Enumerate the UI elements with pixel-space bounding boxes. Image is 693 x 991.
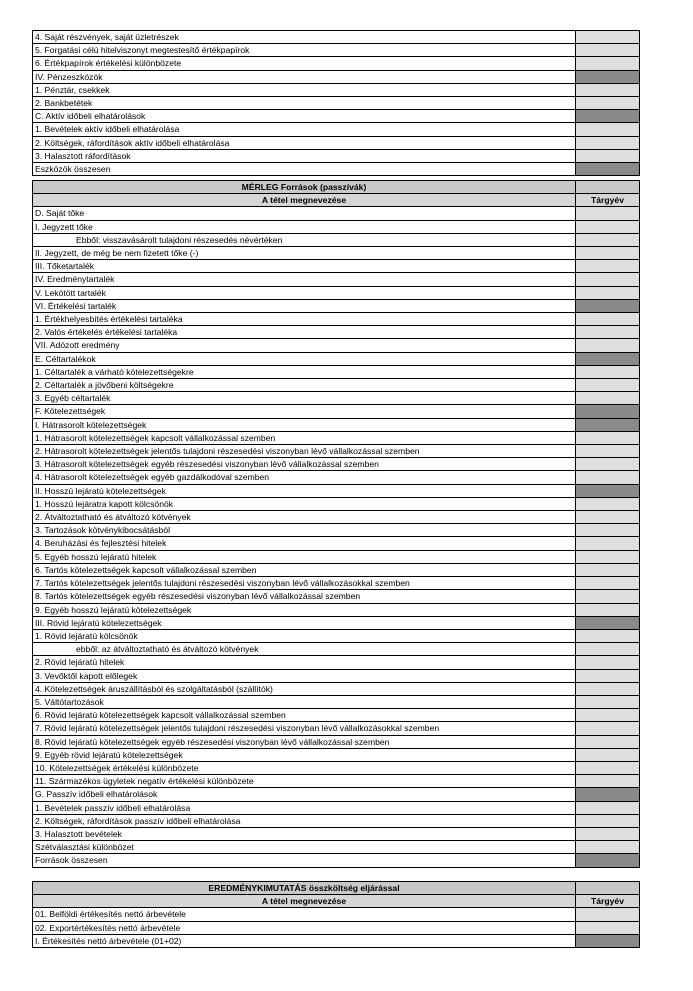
row-value-cell[interactable] [576, 921, 640, 934]
income-title-blank [576, 882, 640, 895]
table-row [33, 57, 640, 70]
row-value-cell[interactable] [576, 299, 640, 312]
row-value-cell[interactable] [576, 123, 640, 136]
table-row [33, 379, 640, 392]
row-label: 6. Értékpapírok értékelési különbözete [33, 57, 576, 70]
row-value-cell[interactable] [576, 260, 640, 273]
row-value-cell[interactable] [576, 458, 640, 471]
row-label: 4. Hátrasorolt kötelezettségek egyéb gazdálkodóval szemben [33, 471, 576, 484]
row-label: G. Passzív időbeli elhatárolások [33, 788, 576, 801]
row-value-cell[interactable] [576, 57, 640, 70]
row-label: Ebből: visszavásárolt tulajdoni részesedés névértéken [33, 233, 576, 246]
row-label: ebből: az átváltoztatható és átváltozó kötvények [33, 643, 576, 656]
row-label: 1. Bevételek passzív időbeli elhatárolása [33, 801, 576, 814]
row-label: 5. Váltótartozások [33, 695, 576, 708]
table-row [33, 149, 640, 162]
row-value-cell[interactable] [576, 110, 640, 123]
row-label: 1. Hosszú lejáratra kapott kölcsönök [33, 497, 576, 510]
liabilities-title: MÉRLEG Források (passzívák) [33, 181, 576, 194]
row-label: 7. Tartós kötelezettségek jelentős tulajdoni részesedési viszonyban lévő vállalkozásokkal szemben [33, 577, 576, 590]
table-row [33, 339, 640, 352]
table-row [33, 788, 640, 801]
row-value-cell[interactable] [576, 511, 640, 524]
table-row [33, 563, 640, 576]
liabilities-title-blank [576, 181, 640, 194]
row-label: 4. Kötelezettségek áruszállításból és szolgáltatásból (szállítók) [33, 682, 576, 695]
row-label: III. Rövid lejáratú kötelezettségek [33, 616, 576, 629]
table-row [33, 748, 640, 761]
row-value-cell[interactable] [576, 163, 640, 176]
table-row [33, 163, 640, 176]
row-label: 6. Rövid lejáratú kötelezettségek kapcsolt vállalkozással szemben [33, 709, 576, 722]
row-label: 5. Egyéb hosszú lejáratú hitelek [33, 550, 576, 563]
table-row [33, 537, 640, 550]
row-label: 3. Tartozások kötvénykibocsátásból [33, 524, 576, 537]
table-row [33, 643, 640, 656]
row-label: V. Lekötött tartalék [33, 286, 576, 299]
row-label: F. Kötelezettségek [33, 405, 576, 418]
row-value-cell[interactable] [576, 44, 640, 57]
row-label: 6. Tartós kötelezettségek kapcsolt vállalkozással szemben [33, 563, 576, 576]
table-row [33, 814, 640, 827]
row-label: 2. Valós értékelés értékelési tartaléka [33, 326, 576, 339]
table-row [33, 524, 640, 537]
table-row [33, 431, 640, 444]
row-value-cell[interactable] [576, 854, 640, 867]
income-title-row [33, 882, 640, 895]
table-row [33, 735, 640, 748]
row-value-cell[interactable] [576, 695, 640, 708]
row-value-cell[interactable] [576, 326, 640, 339]
table-row [33, 273, 640, 286]
row-value-cell[interactable] [576, 379, 640, 392]
table-row [33, 97, 640, 110]
assets-continuation-table [32, 30, 640, 176]
table-row [33, 656, 640, 669]
row-label: VII. Adózott eredmény [33, 339, 576, 352]
row-label: 9. Egyéb rövid lejáratú kötelezettségek [33, 748, 576, 761]
row-value-cell[interactable] [576, 814, 640, 827]
row-label: 10. Kötelezettségek értékelési különbözete [33, 761, 576, 774]
row-label: 8. Tartós kötelezettségek egyéb részesedési viszonyban lévő vállalkozással szemben [33, 590, 576, 603]
table-row [33, 577, 640, 590]
row-label: 2. Bankbetétek [33, 97, 576, 110]
row-value-cell[interactable] [576, 273, 640, 286]
table-row [33, 83, 640, 96]
row-label: 2. Költségek, ráfordítások passzív időbeli elhatárolása [33, 814, 576, 827]
table-row [33, 392, 640, 405]
row-label: 8. Rövid lejáratú kötelezettségek egyéb részesedési viszonyban lévő vállalkozással szemben [33, 735, 576, 748]
row-label: 1. Céltartalék a várható kötelezettségekre [33, 365, 576, 378]
row-value-cell[interactable] [576, 31, 640, 44]
row-value-cell[interactable] [576, 220, 640, 233]
row-value-cell[interactable] [576, 603, 640, 616]
table-row [33, 352, 640, 365]
table-row [33, 854, 640, 867]
row-value-cell[interactable] [576, 497, 640, 510]
row-value-cell[interactable] [576, 735, 640, 748]
row-label: 1. Értékhelyesbítés értékelési tartaléka [33, 313, 576, 326]
row-label: 2. Hátrasorolt kötelezettségek jelentős tulajdoni részesedési viszonyban lévő vállalkozással szemben [33, 445, 576, 458]
table-row [33, 775, 640, 788]
row-label: VI. Értékelési tartalék [33, 299, 576, 312]
row-value-cell[interactable] [576, 352, 640, 365]
table-row [33, 418, 640, 431]
row-value-cell[interactable] [576, 537, 640, 550]
table-row [33, 220, 640, 233]
row-label: Szétválasztási különbözet [33, 841, 576, 854]
row-value-cell[interactable] [576, 97, 640, 110]
row-value-cell[interactable] [576, 83, 640, 96]
row-value-cell[interactable] [576, 313, 640, 326]
row-value-cell[interactable] [576, 656, 640, 669]
liabilities-table [32, 180, 640, 868]
row-value-cell[interactable] [576, 590, 640, 603]
table-row [33, 722, 640, 735]
table-row [33, 934, 640, 947]
column-header-item: A tétel megnevezése [33, 895, 576, 908]
row-label: IV. Pénzeszközök [33, 70, 576, 83]
table-row [33, 260, 640, 273]
row-value-cell[interactable] [576, 827, 640, 840]
row-value-cell[interactable] [576, 431, 640, 444]
row-label: 3. Egyéb céltartalék [33, 392, 576, 405]
table-row [33, 682, 640, 695]
row-label: 2. Költségek, ráfordítások aktív időbeli elhatárolása [33, 136, 576, 149]
row-value-cell[interactable] [576, 471, 640, 484]
row-label: II. Hosszú lejáratú kötelezettségek [33, 484, 576, 497]
table-row [33, 70, 640, 83]
table-row [33, 921, 640, 934]
row-value-cell[interactable] [576, 286, 640, 299]
row-label: E. Céltartalékok [33, 352, 576, 365]
row-value-cell[interactable] [576, 207, 640, 220]
table-row [33, 313, 640, 326]
row-value-cell[interactable] [576, 748, 640, 761]
row-value-cell[interactable] [576, 616, 640, 629]
table-row [33, 695, 640, 708]
row-value-cell[interactable] [576, 788, 640, 801]
row-value-cell[interactable] [576, 563, 640, 576]
row-value-cell[interactable] [576, 761, 640, 774]
column-header-item: A tétel megnevezése [33, 194, 576, 207]
row-label: 2. Céltartalék a jövőbeni költségekre [33, 379, 576, 392]
row-label: 1. Hátrasorolt kötelezettségek kapcsolt vállalkozással szemben [33, 431, 576, 444]
row-label: 1. Rövid lejáratú kölcsönök [33, 629, 576, 642]
row-label: Források összesen [33, 854, 576, 867]
table-row [33, 908, 640, 921]
row-value-cell[interactable] [576, 775, 640, 788]
row-label: 9. Egyéb hosszú lejáratú kötelezettségek [33, 603, 576, 616]
row-value-cell[interactable] [576, 484, 640, 497]
income-column-header-row [33, 895, 640, 908]
liabilities-title-row [33, 181, 640, 194]
table-row [33, 365, 640, 378]
row-label: 3. Halasztott ráfordítások [33, 149, 576, 162]
table-row [33, 326, 640, 339]
row-label: 3. Hátrasorolt kötelezettségek egyéb részesedési viszonyban lévő vállalkozással szemben [33, 458, 576, 471]
row-value-cell[interactable] [576, 445, 640, 458]
row-label: 2. Átváltoztatható és átváltozó kötvények [33, 511, 576, 524]
table-row [33, 286, 640, 299]
row-value-cell[interactable] [576, 722, 640, 735]
row-label: I. Értékesítés nettó árbevétele (01+02) [33, 934, 576, 947]
row-value-cell[interactable] [576, 629, 640, 642]
table-row [33, 497, 640, 510]
table-row [33, 669, 640, 682]
row-value-cell[interactable] [576, 247, 640, 260]
row-value-cell[interactable] [576, 365, 640, 378]
row-label: 2. Rövid lejáratú hitelek [33, 656, 576, 669]
row-label: 7. Rövid lejáratú kötelezettségek jelentős tulajdoni részesedési viszonyban lévő vállalkozásokkal szemben [33, 722, 576, 735]
row-label: 3. Vevőktől kapott előlegek [33, 669, 576, 682]
table-row [33, 207, 640, 220]
row-label: 01. Belföldi értékesítés nettó árbevétele [33, 908, 576, 921]
table-row [33, 511, 640, 524]
row-label: IV. Eredménytartalék [33, 273, 576, 286]
row-label: D. Saját tőke [33, 207, 576, 220]
table-row [33, 31, 640, 44]
row-value-cell[interactable] [576, 550, 640, 563]
row-label: 4. Beruházási és fejlesztési hitelek [33, 537, 576, 550]
row-label: Eszközök összesen [33, 163, 576, 176]
table-row [33, 603, 640, 616]
table-row [33, 761, 640, 774]
row-value-cell[interactable] [576, 908, 640, 921]
row-label: 02. Exportértékesítés nettó árbevétele [33, 921, 576, 934]
row-value-cell[interactable] [576, 934, 640, 947]
row-label: C. Aktív időbeli elhatárolások [33, 110, 576, 123]
row-label: 1. Pénztár, csekkek [33, 83, 576, 96]
table-row [33, 299, 640, 312]
table-row [33, 471, 640, 484]
table-row [33, 458, 640, 471]
row-label: 4. Saját részvények, saját üzletrészek [33, 31, 576, 44]
row-value-cell[interactable] [576, 418, 640, 431]
row-label: I. Jegyzett tőke [33, 220, 576, 233]
table-row [33, 616, 640, 629]
row-value-cell[interactable] [576, 233, 640, 246]
row-value-cell[interactable] [576, 70, 640, 83]
row-value-cell[interactable] [576, 841, 640, 854]
row-value-cell[interactable] [576, 669, 640, 682]
row-value-cell[interactable] [576, 682, 640, 695]
table-row [33, 709, 640, 722]
table-row [33, 405, 640, 418]
row-value-cell[interactable] [576, 801, 640, 814]
table-row [33, 550, 640, 563]
row-label: 11. Származékos ügyletek negatív értékelési különbözete [33, 775, 576, 788]
table-row [33, 123, 640, 136]
row-value-cell[interactable] [576, 643, 640, 656]
table-row [33, 247, 640, 260]
row-label: III. Tőketartalék [33, 260, 576, 273]
row-value-cell[interactable] [576, 392, 640, 405]
table-row [33, 136, 640, 149]
column-header-year: Tárgyév [576, 194, 640, 207]
table-row [33, 629, 640, 642]
row-value-cell[interactable] [576, 524, 640, 537]
column-header-year: Tárgyév [576, 895, 640, 908]
row-label: II. Jegyzett, de még be nem fizetett tőke (-) [33, 247, 576, 260]
row-label: 5. Forgatási célú hitelviszonyt megtestesítő értékpapírok [33, 44, 576, 57]
income-title: EREDMÉNYKIMUTATÁS összköltség eljárással [33, 882, 576, 895]
liabilities-column-header-row [33, 194, 640, 207]
table-row [33, 44, 640, 57]
row-label: 1. Bevételek aktív időbeli elhatárolása [33, 123, 576, 136]
table-row [33, 801, 640, 814]
table-row [33, 484, 640, 497]
row-label: I. Hátrasorolt kötelezettségek [33, 418, 576, 431]
row-value-cell[interactable] [576, 339, 640, 352]
row-label: 3. Halasztott bevételek [33, 827, 576, 840]
table-row [33, 233, 640, 246]
table-row [33, 110, 640, 123]
table-row [33, 841, 640, 854]
table-row [33, 827, 640, 840]
table-row [33, 590, 640, 603]
row-value-cell[interactable] [576, 136, 640, 149]
row-value-cell[interactable] [576, 577, 640, 590]
row-value-cell[interactable] [576, 709, 640, 722]
table-row [33, 445, 640, 458]
income-statement-table [32, 881, 640, 948]
row-value-cell[interactable] [576, 149, 640, 162]
row-value-cell[interactable] [576, 405, 640, 418]
